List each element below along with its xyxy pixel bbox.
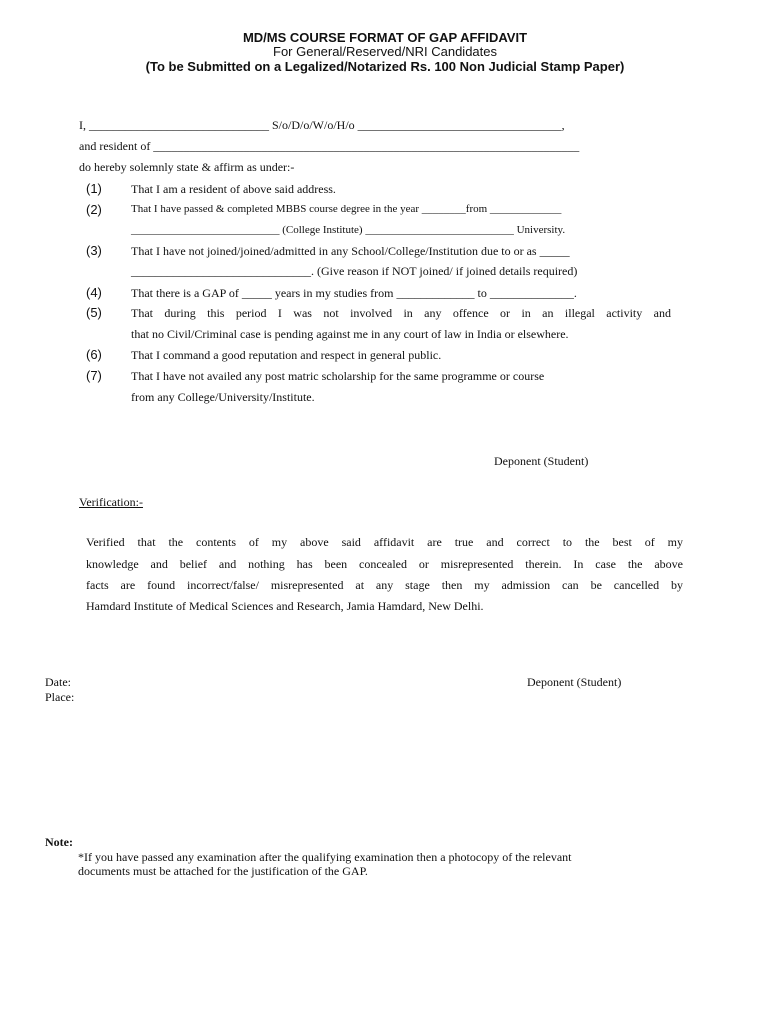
note-text: documents must be attached for the justification of the GAP. (78, 864, 368, 878)
clause-text: That I am a resident of above said address. (131, 182, 336, 196)
clause-text: That during this period I was not involved in any offence or in an illegal activity and (131, 306, 671, 320)
document-title: MD/MS COURSE FORMAT OF GAP AFFIDAVIT (242, 30, 528, 45)
clause-text: That I have not availed any post matric scholarship for the same programme or course (131, 369, 545, 383)
clause-text: ______________________________. (Give reason if NOT joined/ if joined details required) (131, 264, 578, 278)
clause-number: (6) (86, 347, 102, 362)
deponent-signature-label: Deponent (Student) (494, 454, 589, 468)
note-text: *If you have passed any examination after the qualifying examination then a photocopy of the relevant (78, 850, 572, 864)
clause-number: (7) (86, 368, 102, 383)
clause-text: That I have passed & completed MBBS course degree in the year ________from _____________ (131, 203, 562, 215)
clause-text: That I command a good reputation and respect in general public. (131, 348, 442, 362)
clause-text: That I have not joined/joined/admitted in any School/College/Institution due to or as _____ (131, 244, 570, 258)
name-line: I, ______________________________ S/o/D/o/W/o/H/o __________________________________, (79, 118, 565, 132)
affirm-line: do hereby solemnly state & affirm as under:- (79, 160, 295, 174)
clause-number: (3) (86, 243, 102, 258)
clause-text: from any College/University/Institute. (131, 390, 315, 404)
document-subtitle: For General/Reserved/NRI Candidates (273, 44, 497, 59)
deponent-signature-label: Deponent (Student) (527, 675, 622, 689)
clause-text: ___________________________ (College Institute) ___________________________ University. (131, 224, 566, 236)
verification-line: Verified that the contents of my above said affidavit are true and correct to the best of my (86, 535, 683, 549)
place-label: Place: (45, 690, 75, 704)
note-heading: Note: (45, 835, 73, 849)
verification-line: knowledge and belief and nothing has been concealed or misrepresented therein. In case the above (86, 557, 683, 571)
verification-heading: Verification:- (79, 495, 143, 509)
stamp-paper-instruction: (To be Submitted on a Legalized/Notarized Rs. 100 Non Judicial Stamp Paper) (145, 59, 625, 74)
clause-number: (1) (86, 181, 102, 196)
clause-text: That there is a GAP of _____ years in my studies from _____________ to ______________. (131, 286, 577, 300)
date-label: Date: (45, 675, 71, 689)
verification-line: Hamdard Institute of Medical Sciences and Research, Jamia Hamdard, New Delhi. (86, 599, 484, 613)
clause-number: (5) (86, 305, 102, 320)
clause-number: (4) (86, 285, 102, 300)
residence-line: and resident of _______________________________________________________________________ (79, 139, 580, 153)
clause-number: (2) (86, 202, 102, 217)
clause-text: that no Civil/Criminal case is pending against me in any court of law in India or elsewhere. (131, 327, 569, 341)
verification-line: facts are found incorrect/false/ misrepresented at any stage then my admission can be cancelled by (86, 578, 683, 592)
